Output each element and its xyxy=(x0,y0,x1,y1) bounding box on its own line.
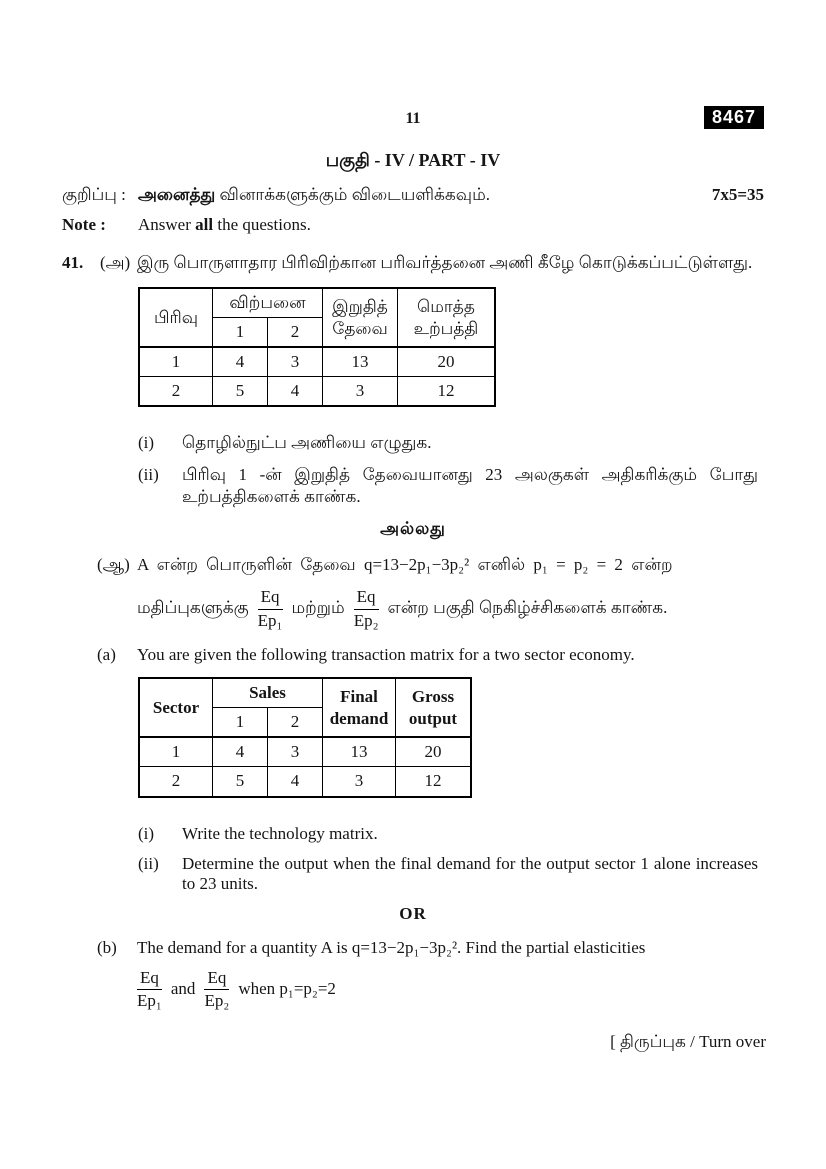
item-label: (ii) xyxy=(138,465,159,485)
q41-part-a-tamil-text: இரு பொருளாதார பிரிவிற்கான பரிவர்த்தனை அணி கீழே கொடுக்கப்பட்டுள்ளது. xyxy=(137,253,753,272)
fraction-denominator: Ep₁ xyxy=(137,990,162,1010)
turn-over-footer: [ திருப்புக / Turn over xyxy=(610,1032,766,1051)
cell: 12 xyxy=(398,377,496,407)
or-separator-english: OR xyxy=(399,903,427,923)
note-label-english: Note : xyxy=(62,215,106,234)
q41a-item-ii-tamil xyxy=(138,465,764,509)
header-final-demand-tamil: இறுதித் தேவை xyxy=(323,288,398,347)
note-pre-english: Answer xyxy=(138,215,191,234)
q41-part-b-english xyxy=(97,938,764,1012)
cell: 3 xyxy=(268,737,323,767)
cell: 20 xyxy=(398,347,496,377)
q41a-item-ii-english xyxy=(138,854,764,894)
subheader-col1-tamil: 1 xyxy=(213,318,268,348)
text-segment: என்ற xyxy=(631,555,673,575)
note-rest-tamil: வினாக்களுக்கும் விடையளிக்கவும். xyxy=(219,185,491,204)
cell: 20 xyxy=(396,737,472,767)
text-segment: and xyxy=(170,979,196,999)
text-segment: எனில் xyxy=(477,555,526,575)
q41-part-b-tamil-body xyxy=(137,555,764,631)
text-segment: The demand for a quantity A is xyxy=(137,937,348,957)
note-text-english xyxy=(138,215,764,235)
header-final-demand-english: Final demand xyxy=(323,678,396,737)
item-label: (i) xyxy=(138,823,155,843)
q41b-english-line1 xyxy=(137,938,764,958)
page-header xyxy=(62,107,764,134)
fraction-numerator: Eq xyxy=(354,587,379,609)
cell: 3 xyxy=(323,767,396,797)
transaction-matrix-table-english xyxy=(138,677,472,797)
item-text: Write the technology matrix. xyxy=(182,823,378,843)
subheader-col2-english: 2 xyxy=(268,708,323,738)
cell: 4 xyxy=(268,767,323,797)
note-bold-word-english: all xyxy=(195,215,214,234)
table-header-row xyxy=(139,288,495,318)
note-row-tamil xyxy=(62,185,764,207)
table-row xyxy=(139,347,495,377)
text-segment: Find the partial elasticities xyxy=(465,937,646,957)
header-sector-english: Sector xyxy=(139,678,213,737)
note-text-tamil xyxy=(138,185,712,207)
cell: 5 xyxy=(213,767,268,797)
condition-formula-tamil: p₁ = p₂ = 2 xyxy=(533,555,623,575)
table-row xyxy=(139,767,471,797)
fraction-eq-ep2 xyxy=(354,587,379,631)
cell: 13 xyxy=(323,347,398,377)
text-segment: மதிப்புகளுக்கு xyxy=(137,598,249,618)
demand-formula-english: q=13−2p₁−3p₂². xyxy=(351,937,462,957)
text-segment: மற்றும் xyxy=(291,598,345,618)
item-label: (ii) xyxy=(138,853,159,873)
q41-part-a-english xyxy=(97,645,764,665)
q41-part-b-english-body xyxy=(137,938,764,1012)
item-label: (i) xyxy=(138,433,155,453)
q41-part-a-tamil-label: (அ) xyxy=(100,253,131,272)
item-text: தொழில்நுட்ப அணியை எழுதுக. xyxy=(182,433,432,453)
item-text: பிரிவு 1 -ன் இறுதித் தேவையானது 23 அலகுகள் அதிகரிக்கும் போது உற்பத்திகளைக் காண்க. xyxy=(182,465,758,507)
question-41-row xyxy=(62,253,764,275)
cell: 4 xyxy=(213,347,268,377)
fraction-eq-ep1 xyxy=(137,968,162,1012)
fraction-numerator: Eq xyxy=(137,968,162,990)
cell: 1 xyxy=(139,347,213,377)
fraction-eq-ep1 xyxy=(258,587,283,631)
fraction-denominator: Ep₂ xyxy=(353,610,379,630)
transaction-matrix-table-tamil xyxy=(138,287,496,407)
subheader-col1-english: 1 xyxy=(213,708,268,738)
note-row-english xyxy=(62,215,764,235)
demand-formula-tamil: q=13−2p₁−3p₂² xyxy=(363,555,470,575)
q41a-item-i-tamil xyxy=(138,433,764,455)
q41-part-a-english-text: You are given the following transaction matrix for a two sector economy. xyxy=(137,645,635,665)
doc-code-badge: 8467 xyxy=(704,106,764,129)
note-bold-word-tamil: அனைத்து xyxy=(138,185,216,204)
header-sales-english: Sales xyxy=(213,678,323,708)
question-number: 41. xyxy=(62,253,84,272)
cell: 2 xyxy=(139,377,213,407)
q41b-tamil-line2 xyxy=(137,587,764,631)
cell: 13 xyxy=(323,737,396,767)
cell: 4 xyxy=(213,737,268,767)
part-title: பகுதி - IV / PART - IV xyxy=(325,150,501,170)
q41a-item-i-english xyxy=(138,824,764,844)
page-number: 11 xyxy=(405,110,421,127)
cell: 4 xyxy=(268,377,323,407)
fraction-eq-ep2 xyxy=(204,968,229,1012)
cell: 3 xyxy=(323,377,398,407)
note-rest-english: the questions. xyxy=(217,215,311,234)
table-header-row xyxy=(139,678,471,708)
text-segment: என்ற பகுதி நெகிழ்ச்சிகளைக் காண்க. xyxy=(387,598,668,618)
q41-part-b-tamil xyxy=(97,555,764,631)
text-segment: A என்ற பொருளின் தேவை xyxy=(137,555,356,575)
cell: 2 xyxy=(139,767,213,797)
fraction-numerator: Eq xyxy=(258,587,283,609)
q41b-tamil-line1 xyxy=(137,555,764,577)
table-row xyxy=(139,737,471,767)
cell: 5 xyxy=(213,377,268,407)
fraction-denominator: Ep₁ xyxy=(257,610,283,630)
cell: 1 xyxy=(139,737,213,767)
header-gross-output-tamil: மொத்த உற்பத்தி xyxy=(398,288,496,347)
q41b-english-line2 xyxy=(137,968,764,1012)
cell: 3 xyxy=(268,347,323,377)
q41-part-b-tamil-label: (ஆ) xyxy=(97,555,130,575)
condition-formula-english: when p₁=p₂=2 xyxy=(238,979,336,999)
marks-value: 7x5=35 xyxy=(711,185,764,204)
item-text: Determine the output when the final demand for the output sector 1 alone increases to 23 units. xyxy=(182,853,758,893)
header-sector-tamil: பிரிவு xyxy=(139,288,213,347)
cell: 12 xyxy=(396,767,472,797)
header-gross-output-english: Gross output xyxy=(396,678,472,737)
subheader-col2-tamil: 2 xyxy=(268,318,323,348)
q41-part-a-english-label: (a) xyxy=(97,645,116,665)
table-row xyxy=(139,377,495,407)
fraction-denominator: Ep₂ xyxy=(204,990,230,1010)
header-sales-tamil: விற்பனை xyxy=(213,288,323,318)
fraction-numerator: Eq xyxy=(204,968,229,990)
or-separator-tamil: அல்லது xyxy=(380,519,446,539)
note-label-tamil: குறிப்பு : xyxy=(62,185,126,204)
q41-part-b-english-label: (b) xyxy=(97,937,117,957)
